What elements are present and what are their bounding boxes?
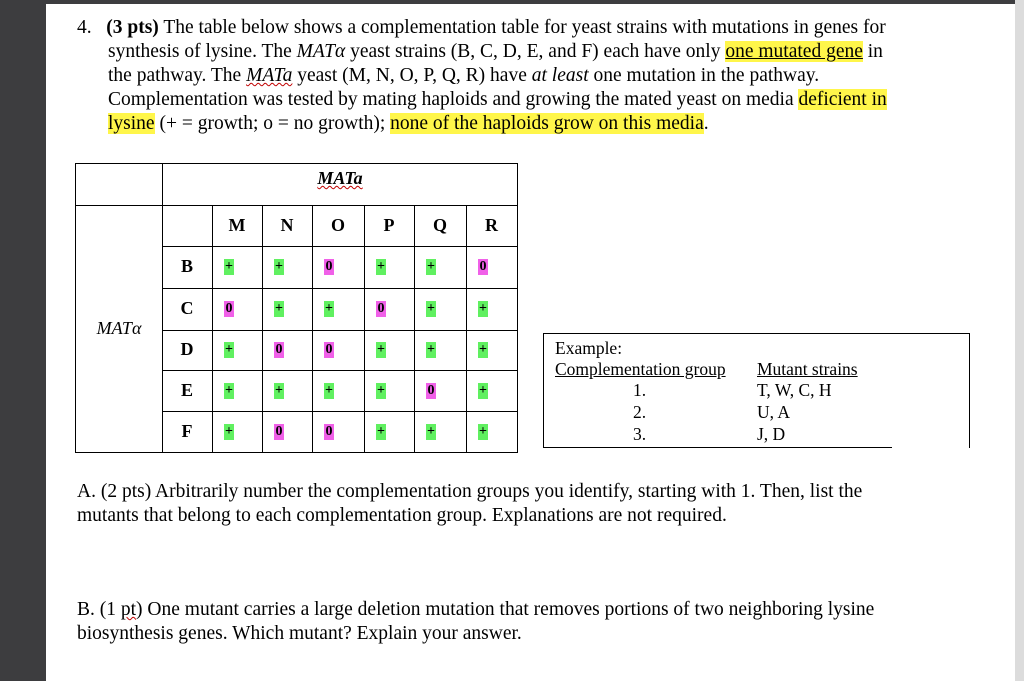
window-top-bar (0, 0, 1024, 4)
growth-cell: + (225, 423, 233, 439)
example-box-border-bottom (543, 447, 892, 448)
part-b-line-1: B. (1 pt) One mutant carries a large deletion mutation that removes portions of two neighboring lysine (77, 599, 875, 620)
example-group: 1. (633, 380, 647, 400)
growth-cell: + (377, 382, 385, 398)
no-growth-cell: 0 (275, 342, 283, 357)
row-header: B (180, 256, 193, 276)
example-strains: T, W, C, H (757, 380, 832, 400)
table-header-separator (75, 205, 518, 206)
question-points: (3 pts) (106, 17, 159, 38)
question-line-5: lysine (+ = growth; o = no growth); none of the haploids grow on this media. (108, 113, 709, 134)
growth-cell: + (427, 259, 435, 274)
growth-cell: + (275, 382, 283, 398)
row-header: D (180, 339, 194, 359)
example-col1-header: Complementation group (555, 359, 726, 379)
example-strains: U, A (757, 402, 791, 422)
example-title: Example: (555, 338, 623, 358)
highlight-no-growth: none of the haploids grow on this media (390, 113, 704, 134)
question-line-4: Complementation was tested by mating haploids and growing the mated yeast on media deficient in (108, 89, 887, 110)
no-growth-cell: 0 (325, 342, 333, 357)
viewer-left-margin (0, 0, 46, 681)
highlight-lysine: lysine (108, 113, 155, 134)
mat-alpha-term: MATα (296, 41, 346, 62)
example-strains: J, D (757, 424, 786, 444)
growth-cell: + (325, 382, 333, 398)
question-number: 4. (77, 17, 92, 38)
example-box-border-left (543, 333, 544, 448)
growth-cell: + (377, 342, 385, 357)
example-box-border-right (969, 333, 970, 448)
growth-cell: + (377, 259, 385, 274)
table-border-left (75, 163, 76, 453)
column-header: Q (432, 215, 447, 235)
table-grid-line (262, 205, 263, 453)
no-growth-cell: 0 (325, 423, 333, 439)
table-grid-line (162, 246, 518, 247)
no-growth-cell: 0 (427, 382, 435, 398)
no-growth-cell: 0 (325, 259, 333, 274)
table-grid-line (162, 330, 518, 331)
table-grid-line (414, 205, 415, 453)
growth-cell: + (225, 342, 233, 357)
question-line-1: 4. (3 pts) The table below shows a complementation table for yeast strains with mutations in genes for (77, 17, 886, 38)
growth-cell: + (225, 382, 233, 398)
table-grid-line (162, 370, 518, 371)
table-grid-line (364, 205, 365, 453)
table-grid-line (212, 205, 213, 453)
growth-cell: + (325, 301, 333, 316)
growth-cell: + (479, 382, 487, 398)
table-grid-line (162, 288, 518, 289)
growth-cell: + (225, 259, 233, 274)
no-growth-cell: 0 (479, 259, 487, 274)
example-group: 3. (633, 424, 647, 444)
table-grid-line (312, 205, 313, 453)
example-col2-header: Mutant strains (757, 359, 858, 379)
question-line-3: the pathway. The MATa yeast (M, N, O, P, Q, R) have at least one mutation in the pathway. (108, 65, 820, 86)
viewer-scrollbar[interactable] (1015, 0, 1024, 681)
growth-cell: + (275, 259, 283, 274)
column-header: M (228, 215, 246, 235)
growth-cell: + (427, 423, 435, 439)
part-b-line-2: biosynthesis genes. Which mutant? Explain your answer. (77, 623, 522, 644)
growth-cell: + (479, 423, 487, 439)
row-header: F (181, 420, 193, 441)
growth-cell: + (427, 301, 435, 316)
part-a-line-1: A. (2 pts) Arbitrarily number the complementation groups you identify, starting with 1. Then, list the (77, 481, 863, 502)
question-line-2: synthesis of lysine. The MATα yeast strains (B, C, D, E, and F) each have only one mutated gene in (108, 41, 883, 62)
mat-a-term: MATa (246, 65, 293, 86)
growth-cell: + (275, 301, 283, 316)
example-group: 2. (633, 402, 647, 422)
row-group-label: MATα (96, 318, 142, 338)
part-a-line-2: mutants that belong to each complementation group. Explanations are not required. (77, 505, 727, 526)
column-header: R (485, 215, 498, 235)
growth-cell: + (479, 301, 487, 316)
highlight-deficient-in: deficient in (798, 89, 887, 110)
example-box-border-top (543, 333, 970, 334)
growth-cell: + (377, 423, 385, 439)
no-growth-cell: 0 (275, 423, 283, 439)
column-header: O (330, 215, 345, 235)
table-grid-line (466, 205, 467, 453)
column-group-label: MATa (317, 168, 363, 188)
column-header: N (280, 215, 294, 235)
no-growth-cell: 0 (225, 301, 233, 316)
table-border-top (75, 163, 518, 164)
row-header: E (180, 379, 193, 400)
column-header: P (383, 215, 395, 235)
growth-cell: + (427, 342, 435, 357)
highlight-one-mutated-gene: one mutated gene (725, 41, 863, 62)
growth-cell: + (479, 342, 487, 357)
no-growth-cell: 0 (377, 301, 385, 316)
table-border-bottom (75, 452, 518, 453)
row-header: C (180, 298, 194, 318)
table-grid-line (162, 411, 518, 412)
table-border-right (517, 163, 518, 453)
